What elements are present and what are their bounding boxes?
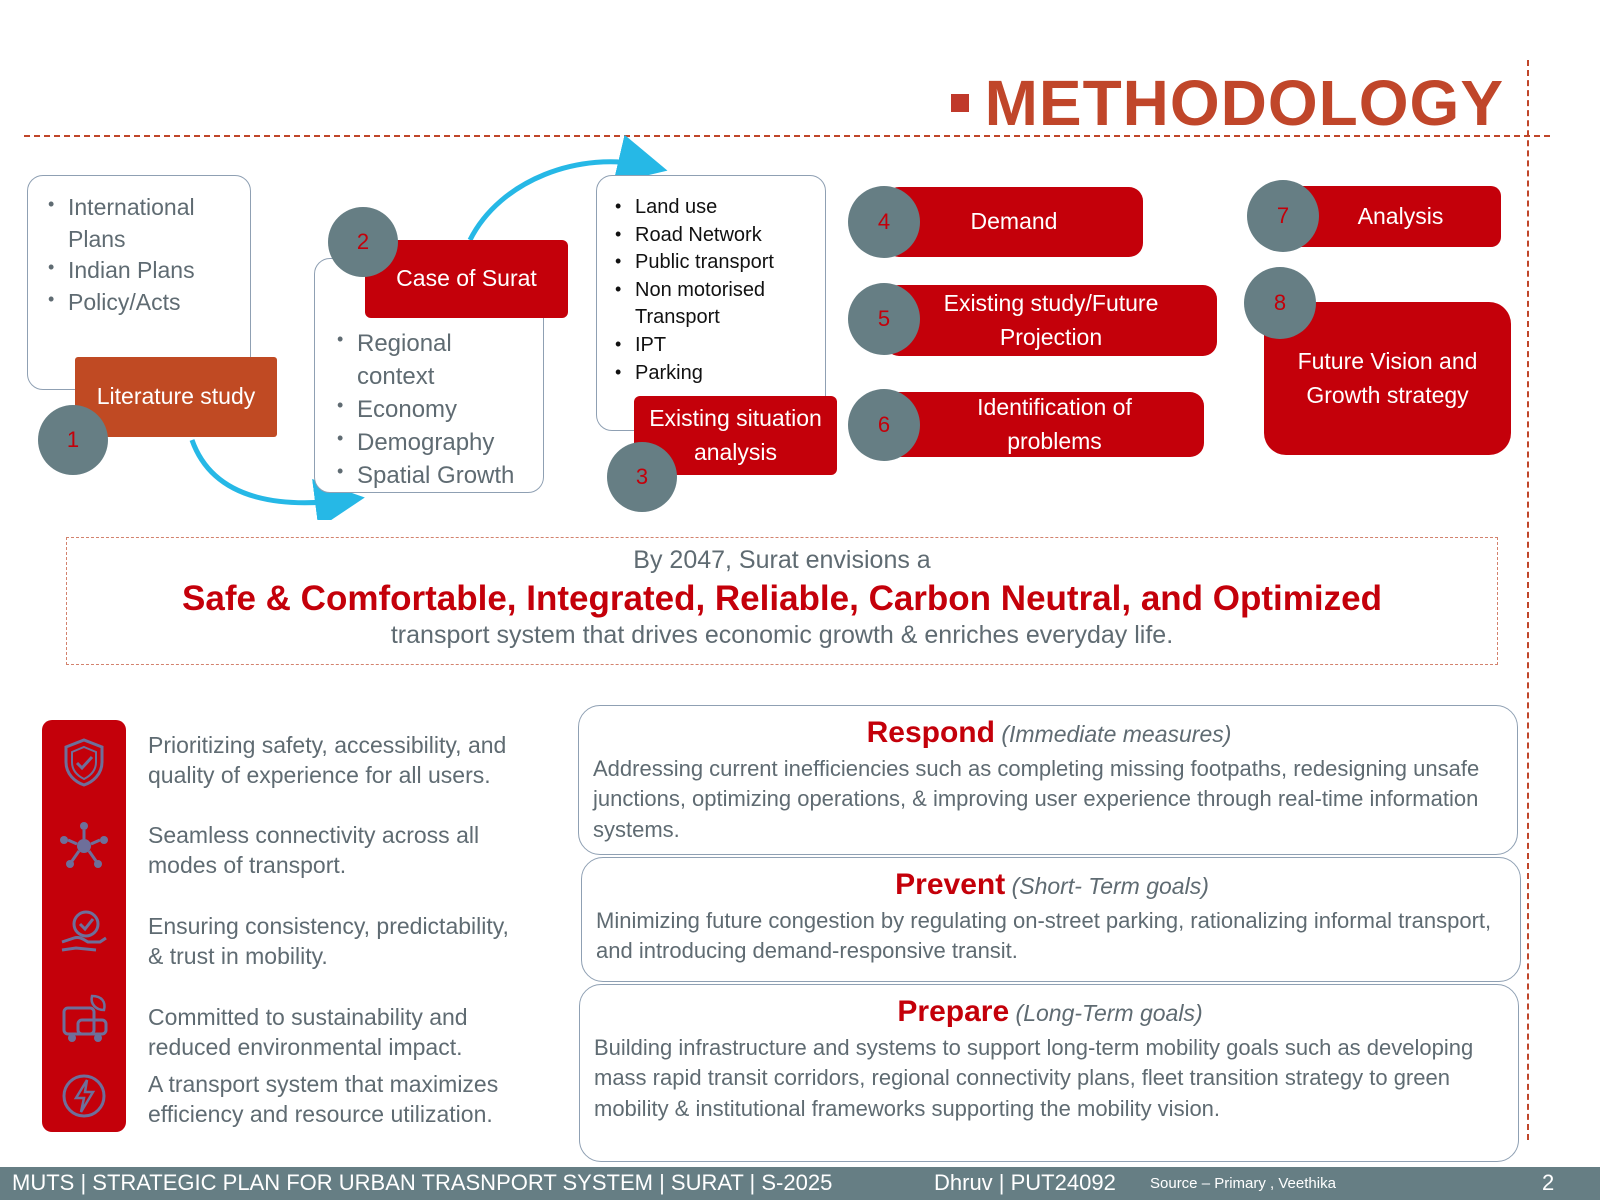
prevent-subtitle: (Short- Term goals) bbox=[1011, 873, 1209, 899]
step3-number: 3 bbox=[607, 442, 677, 512]
respond-box bbox=[578, 705, 1518, 855]
list-item: • Economy bbox=[335, 393, 535, 426]
step2-list bbox=[335, 327, 535, 493]
list-item: • IPT bbox=[613, 332, 818, 360]
pillar-safe-text: Prioritizing safety, accessibility, and quality of experience for all users. bbox=[148, 732, 507, 789]
step1-label: Literature study bbox=[75, 357, 277, 437]
prevent-heading bbox=[596, 868, 1508, 902]
step4-label: Demand bbox=[885, 187, 1143, 257]
respond-title: Respond bbox=[866, 716, 995, 749]
list-item: • Land use bbox=[613, 194, 818, 222]
list-item: • Non motorised Transport bbox=[613, 277, 818, 332]
pillar-carbon-neutral-text: Committed to sustainability and reduced environmental impact. bbox=[148, 1004, 468, 1061]
prepare-body: Building infrastructure and systems to support long-term mobility goals such as developing mass rapid transit corridors, regional connectivity plans, fleet transition strategy to green mobility & institutional frameworks supporting the mobility vision. bbox=[594, 1035, 1474, 1121]
step3-label: Existing situation analysis bbox=[634, 396, 837, 475]
step8-number: 8 bbox=[1244, 267, 1316, 339]
prevent-box bbox=[581, 857, 1521, 982]
step6-number: 6 bbox=[848, 389, 920, 461]
list-item: • Public transport bbox=[613, 249, 818, 277]
hand-trust-icon bbox=[56, 902, 112, 958]
step5-label: Existing study/Future Projection bbox=[885, 285, 1217, 356]
prevent-title: Prevent bbox=[895, 868, 1006, 901]
list-item: • Policy/Acts bbox=[46, 287, 236, 319]
step7-number: 7 bbox=[1247, 180, 1319, 252]
prepare-title: Prepare bbox=[897, 995, 1010, 1028]
step8-label: Future Vision and Growth strategy bbox=[1264, 302, 1511, 455]
list-item: • Parking bbox=[613, 360, 818, 388]
list-item: • Demography bbox=[335, 426, 535, 459]
prepare-heading bbox=[594, 995, 1506, 1029]
respond-heading bbox=[593, 716, 1505, 750]
list-item: • International Plans bbox=[46, 192, 236, 255]
list-item: • Spatial Growth bbox=[335, 459, 535, 492]
pillar-integrated-text: Seamless connectivity across all modes of transport. bbox=[148, 822, 480, 879]
step2-number: 2 bbox=[328, 207, 398, 277]
footer-source: Source – Primary , Veethika bbox=[1150, 1175, 1336, 1192]
vision-subline: transport system that drives economic growth & enriches everyday life. bbox=[390, 621, 1174, 649]
step3-box bbox=[596, 175, 826, 431]
step3-list bbox=[613, 194, 818, 387]
pillar-icon-strip bbox=[42, 720, 126, 1132]
vision-statement-box bbox=[66, 537, 1498, 665]
list-item: • Road Network bbox=[613, 222, 818, 250]
respond-subtitle: (Immediate measures) bbox=[1001, 721, 1232, 747]
step4-number: 4 bbox=[848, 186, 920, 258]
footer-author: Dhruv | PUT24092 bbox=[934, 1170, 1116, 1195]
pillar-optimized-text: A transport system that maximizes efficiency and resource utilization. bbox=[148, 1071, 499, 1128]
footer-project: MUTS | STRATEGIC PLAN FOR URBAN TRASNPORT SYSTEM | SURAT | S-2025 bbox=[12, 1170, 833, 1195]
page-title: METHODOLOGY bbox=[984, 67, 1504, 139]
list-item: • Indian Plans bbox=[46, 255, 236, 287]
list-item: • Regional context bbox=[335, 327, 535, 393]
prepare-box bbox=[579, 984, 1519, 1162]
step1-number: 1 bbox=[38, 405, 108, 475]
step7-label: Analysis bbox=[1280, 186, 1501, 247]
vision-intro: By 2047, Surat envisions a bbox=[633, 546, 931, 574]
respond-body: Addressing current inefficiencies such as completing missing footpaths, redesigning unsafe junctions, optimizing operations, & improving user experience through real-time information systems. bbox=[593, 756, 1480, 842]
network-icon bbox=[56, 818, 112, 874]
prepare-subtitle: (Long-Term goals) bbox=[1015, 1000, 1203, 1026]
footer-bar bbox=[0, 1167, 1600, 1200]
eco-vehicle-icon bbox=[56, 990, 112, 1046]
energy-bolt-icon bbox=[56, 1068, 112, 1124]
step5-number: 5 bbox=[848, 283, 920, 355]
step1-list bbox=[46, 192, 236, 319]
pillar-reliable-text: Ensuring consistency, predictability, & trust in mobility. bbox=[148, 913, 509, 970]
shield-check-icon bbox=[56, 734, 112, 790]
step6-label: Identification of problems bbox=[885, 392, 1204, 457]
vision-headline: Safe & Comfortable, Integrated, Reliable, Carbon Neutral, and Optimized bbox=[182, 579, 1382, 618]
prevent-body: Minimizing future congestion by regulating on-street parking, rationalizing informal transport, and introducing demand-responsive transit. bbox=[596, 908, 1492, 964]
step2-label: Case of Surat bbox=[365, 240, 568, 318]
page-number: 2 bbox=[1542, 1170, 1555, 1195]
